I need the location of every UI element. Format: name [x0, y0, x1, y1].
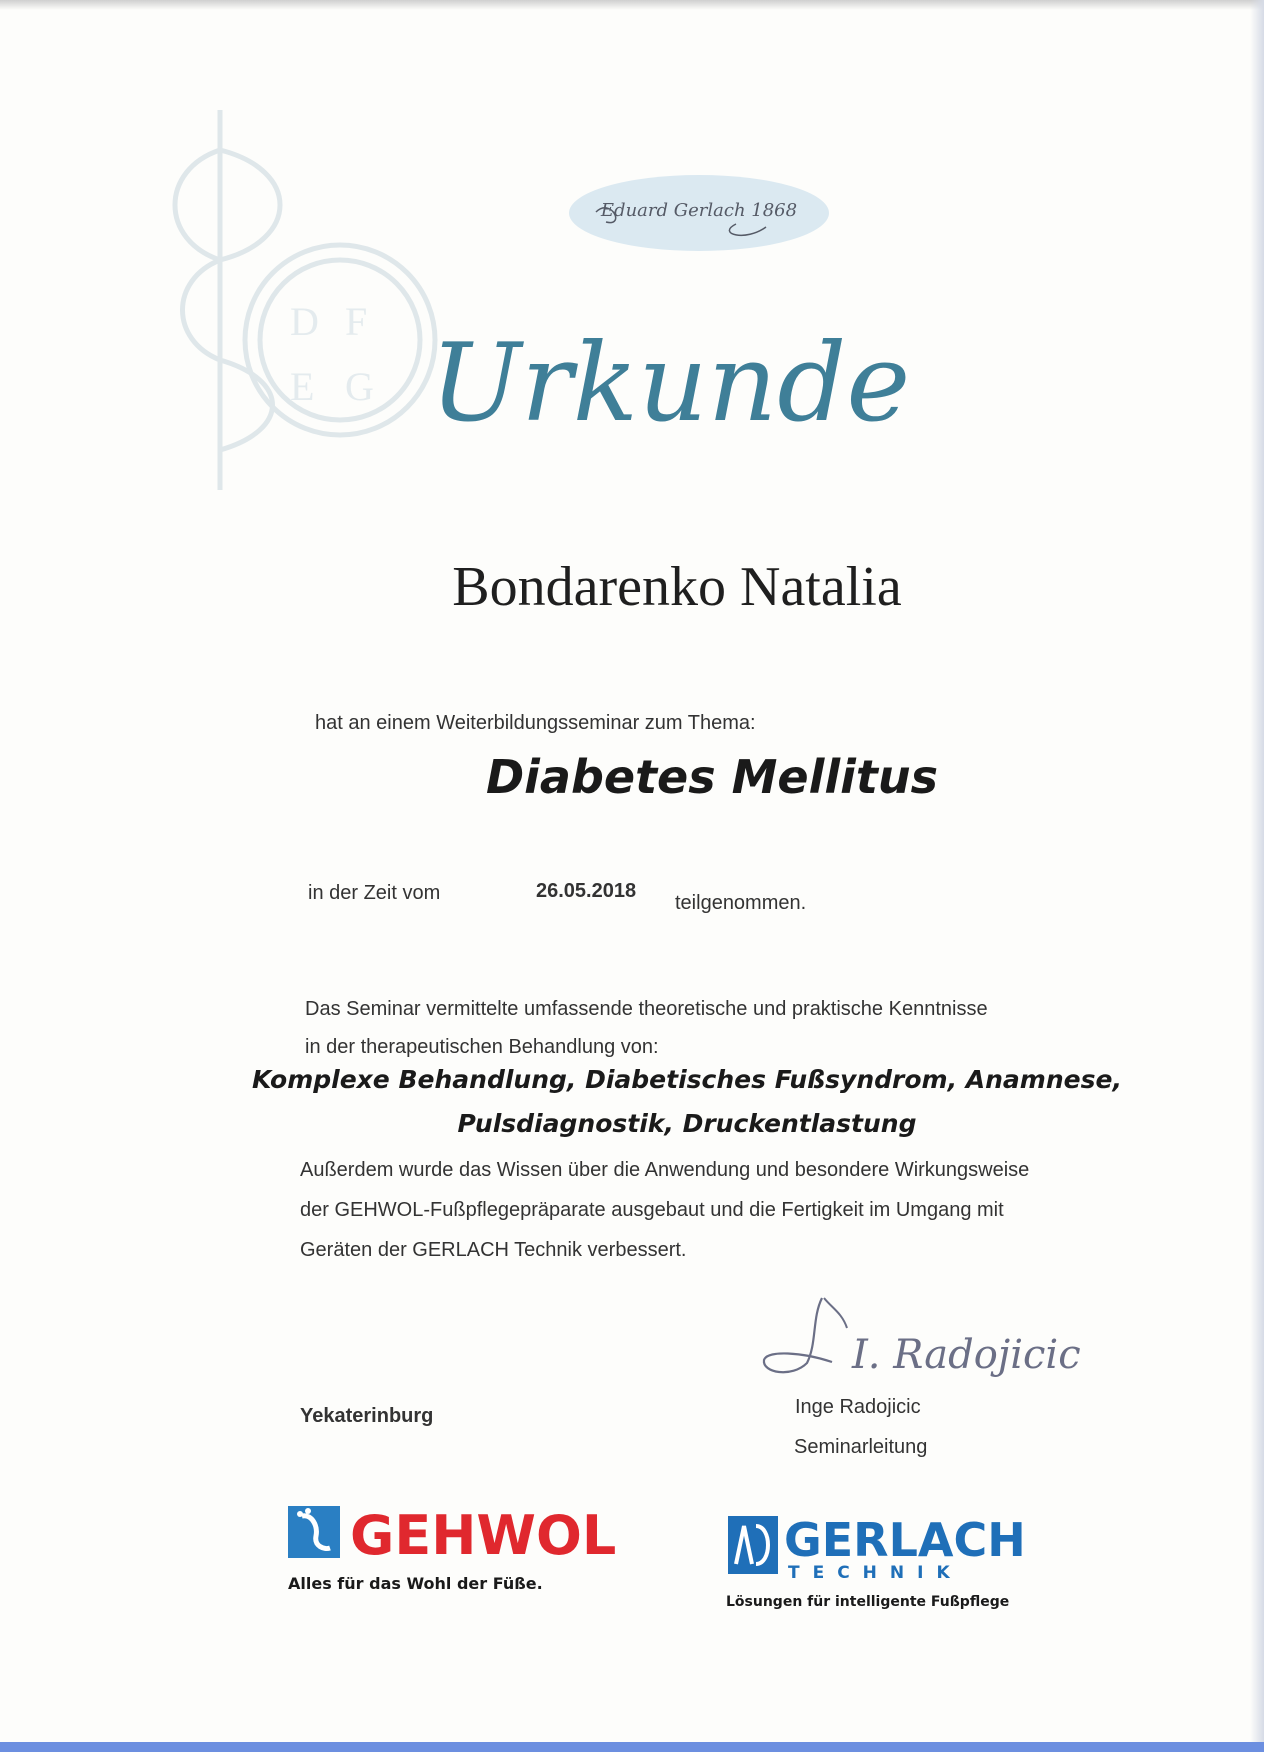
svg-text:F: F [345, 299, 368, 344]
certificate-heading [420, 300, 940, 470]
svg-text:GERLACH: GERLACH [784, 1513, 1026, 1567]
seminar-description: Das Seminar vermittelte umfassende theoretische und praktische Kenntnisse in der therapeutischen Behandlung von: [305, 998, 988, 1058]
recipient-name: Bondarenko Natalia [452, 556, 902, 618]
svg-text:G: G [345, 364, 374, 409]
date-label: in der Zeit vom [308, 882, 441, 904]
treatment-topics-line-2: Pulsdiagnostik, Druckentlastung [457, 1109, 917, 1138]
gerlach-tagline: Lösungen für intelligente Fußpflege [726, 1594, 1010, 1610]
svg-text:I. Radojicic: I. Radojicic [852, 1332, 1081, 1378]
signer-role: Seminarleitung [794, 1436, 928, 1458]
caduceus-watermark-icon [180, 110, 440, 510]
treatment-topics [0, 1058, 1264, 1146]
svg-text:TECHNIK: TECHNIK [788, 1563, 963, 1583]
seminar-date: 26.05.2018 [536, 880, 637, 902]
gehwol-tagline: Alles für das Wohl der Füße. [288, 1574, 543, 1593]
founder-seal-logo [566, 172, 832, 254]
signer-name: Inge Radojicic [795, 1396, 921, 1418]
scan-top-edge [0, 0, 1264, 10]
city: Yekaterinburg [300, 1405, 434, 1427]
intro-line: hat an einem Weiterbildungsseminar zum Thema: [315, 712, 756, 734]
svg-text:E: E [290, 364, 315, 409]
scan-bottom-edge [0, 1742, 1264, 1752]
svg-text:D: D [290, 299, 319, 344]
svg-text:Urkunde: Urkunde [430, 321, 911, 446]
signature-image [752, 1288, 1081, 1398]
gerlach-emblem-icon [728, 1516, 778, 1574]
svg-text:GEHWOL: GEHWOL [350, 1504, 617, 1567]
svg-text:Eduard Gerlach 1868: Eduard Gerlach 1868 [600, 200, 798, 221]
date-suffix: teilgenommen. [675, 892, 807, 914]
seminar-topic: Diabetes Mellitus [485, 750, 939, 804]
treatment-topics-line-1: Komplexe Behandlung, Diabetisches Fußsyndrom, Anamnese, [252, 1065, 1122, 1094]
scan-right-edge [1250, 0, 1264, 1752]
additional-description: Außerdem wurde das Wissen über die Anwendung und besondere Wirkungsweise der GEHWOL-Fußpflegepräparate ausgebaut und die Fertigkeit im Umgang mit Geräten der GERLACH Technik verbessert. [300, 1159, 1030, 1261]
